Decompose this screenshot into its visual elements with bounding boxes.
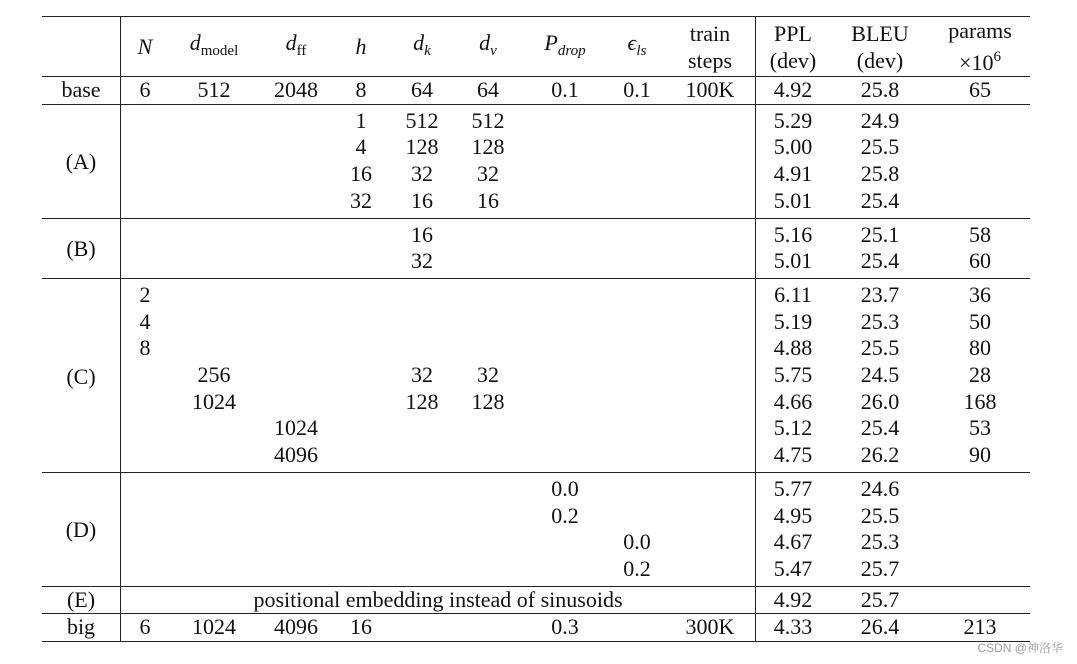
cell-steps xyxy=(665,389,756,416)
cell-params xyxy=(930,472,1030,502)
cell-els xyxy=(609,278,665,308)
cell-pdrop: 0.1 xyxy=(551,77,579,102)
cell-bleu: 24.5 xyxy=(860,362,900,388)
cell-n: 2 xyxy=(121,278,170,308)
cell-n xyxy=(121,415,170,442)
cell-ppl: 5.16 xyxy=(756,218,831,248)
table-row xyxy=(42,556,1030,586)
cell-steps xyxy=(665,556,756,586)
cell-dv: 32 xyxy=(477,362,499,388)
cell-h: 8 xyxy=(355,77,367,102)
cell-bleu: 25.3 xyxy=(860,529,900,555)
cell-steps: 300K xyxy=(665,614,756,642)
cell-n xyxy=(121,529,170,556)
header-dv-base: d xyxy=(479,29,491,55)
cell-steps xyxy=(665,335,756,362)
cell-bleu: 25.3 xyxy=(860,308,900,334)
cell-dk: 128 xyxy=(405,388,439,414)
group-label: big xyxy=(42,614,121,642)
cell-params: 60 xyxy=(969,248,991,274)
cell-dff xyxy=(259,104,333,134)
cell-dv: 512 xyxy=(455,104,521,134)
cell-dv xyxy=(455,278,521,308)
table-row xyxy=(42,161,1030,188)
cell-params: 53 xyxy=(969,415,991,441)
cell-els xyxy=(609,389,665,416)
header-pdrop-base: P xyxy=(544,29,558,55)
cell-dff xyxy=(259,218,333,248)
cell-dv: 128 xyxy=(471,388,505,414)
cell-n xyxy=(121,362,170,389)
cell-bleu: 26.0 xyxy=(860,388,900,414)
cell-pdrop xyxy=(521,556,609,586)
cell-pdrop xyxy=(521,389,609,416)
header-steps-line2: steps xyxy=(688,47,732,73)
cell-steps xyxy=(665,529,756,556)
cell-bleu: 25.7 xyxy=(830,586,930,614)
header-h: h xyxy=(333,17,389,77)
header-steps xyxy=(665,17,756,77)
cell-h: 1 xyxy=(333,104,389,134)
cell-dff xyxy=(259,134,333,161)
cell-ppl: 5.19 xyxy=(773,308,813,334)
cell-els xyxy=(609,442,665,472)
cell-pdrop xyxy=(521,161,609,188)
cell-dk xyxy=(389,415,455,442)
header-dmodel-base: d xyxy=(189,29,201,55)
table-row xyxy=(42,389,1030,416)
header-dk-sub: k xyxy=(424,42,431,59)
cell-dmodel xyxy=(169,248,259,278)
cell-els xyxy=(609,104,665,134)
cell-els xyxy=(609,503,665,530)
cell-ppl: 5.01 xyxy=(773,187,813,213)
cell-dk xyxy=(389,472,455,502)
cell-dk: 32 xyxy=(411,161,433,187)
cell-dmodel: 256 xyxy=(197,362,231,388)
cell-dmodel xyxy=(169,188,259,218)
cell-n: 8 xyxy=(139,335,151,361)
cell-params: 58 xyxy=(930,218,1030,248)
cell-dk: 16 xyxy=(389,218,455,248)
cell-ppl: 4.92 xyxy=(756,586,831,614)
cell-dff xyxy=(259,188,333,218)
cell-els xyxy=(609,362,665,389)
cell-bleu: 26.4 xyxy=(830,614,930,642)
cell-steps xyxy=(665,188,756,218)
cell-bleu: 25.8 xyxy=(860,161,900,187)
cell-els xyxy=(609,161,665,188)
cell-dmodel xyxy=(169,503,259,530)
table-row xyxy=(42,442,1030,472)
cell-els xyxy=(609,248,665,278)
cell-params xyxy=(930,529,1030,556)
cell-els xyxy=(609,472,665,502)
cell-params xyxy=(930,556,1030,586)
table-row xyxy=(42,503,1030,530)
cell-h xyxy=(333,415,389,442)
cell-pdrop xyxy=(521,442,609,472)
cell-h xyxy=(333,278,389,308)
cell-dk xyxy=(389,614,455,642)
cell-dff xyxy=(259,503,333,530)
header-pdrop-sub: drop xyxy=(557,42,586,59)
cell-steps xyxy=(665,415,756,442)
cell-dmodel xyxy=(169,556,259,586)
cell-h xyxy=(333,218,389,248)
cell-dk: 32 xyxy=(411,362,433,388)
cell-dmodel xyxy=(169,278,259,308)
cell-bleu: 25.5 xyxy=(860,335,900,361)
cell-h xyxy=(333,556,389,586)
cell-ppl: 4.75 xyxy=(773,442,813,468)
cell-els xyxy=(609,309,665,336)
cell-ppl: 5.75 xyxy=(773,362,813,388)
header-dff xyxy=(259,17,333,77)
header-els-sub: ls xyxy=(636,42,647,59)
header-params-line1: params xyxy=(948,18,1012,43)
table-row xyxy=(42,614,1030,642)
cell-steps xyxy=(665,472,756,502)
cell-dff: 4096 xyxy=(259,614,333,642)
cell-h xyxy=(333,503,389,530)
cell-dmodel xyxy=(169,134,259,161)
cell-steps xyxy=(665,248,756,278)
cell-dk xyxy=(389,278,455,308)
table-row xyxy=(42,77,1030,105)
cell-params xyxy=(930,161,1030,188)
cell-dk xyxy=(389,309,455,336)
cell-steps xyxy=(665,161,756,188)
table-row xyxy=(42,188,1030,218)
header-pdrop xyxy=(521,17,609,77)
cell-dmodel xyxy=(169,309,259,336)
table-row xyxy=(42,309,1030,336)
cell-bleu: 25.1 xyxy=(830,218,930,248)
cell-bleu: 24.6 xyxy=(830,472,930,502)
cell-pdrop xyxy=(521,362,609,389)
cell-bleu: 24.9 xyxy=(830,104,930,134)
header-params-line2-base: ×10 xyxy=(959,50,994,75)
cell-steps xyxy=(665,442,756,472)
cell-pdrop xyxy=(521,248,609,278)
cell-ppl: 4.95 xyxy=(773,502,813,528)
cell-steps xyxy=(665,362,756,389)
cell-ppl: 6.11 xyxy=(756,278,831,308)
header-dff-sub: ff xyxy=(296,42,307,59)
cell-n xyxy=(121,248,170,278)
cell-dv xyxy=(455,503,521,530)
cell-dv: 16 xyxy=(477,187,499,213)
cell-params xyxy=(930,104,1030,134)
cell-h: 16 xyxy=(350,161,372,187)
cell-params: 28 xyxy=(969,362,991,388)
header-steps-line1: train xyxy=(689,20,731,46)
cell-n xyxy=(121,472,170,502)
cell-dk xyxy=(389,529,455,556)
header-params-line2-sup: 6 xyxy=(993,49,1001,65)
table-header-row xyxy=(42,17,1030,77)
cell-h xyxy=(333,442,389,472)
watermark: CSDN @神洛华 xyxy=(977,641,1063,655)
header-n: N xyxy=(121,17,170,77)
cell-dv xyxy=(455,442,521,472)
cell-h xyxy=(333,309,389,336)
cell-h xyxy=(333,335,389,362)
cell-pdrop xyxy=(521,218,609,248)
cell-h: 4 xyxy=(355,134,367,160)
header-ppl-line2: (dev) xyxy=(769,47,817,73)
cell-h xyxy=(333,389,389,416)
cell-dmodel xyxy=(169,161,259,188)
cell-dmodel: 512 xyxy=(197,77,231,102)
cell-dff xyxy=(259,248,333,278)
cell-dv xyxy=(455,415,521,442)
cell-dk: 128 xyxy=(405,134,439,160)
cell-dff xyxy=(259,278,333,308)
cell-bleu: 25.4 xyxy=(860,415,900,441)
cell-n xyxy=(121,188,170,218)
table-row xyxy=(42,472,1030,502)
cell-n: 6 xyxy=(121,614,170,642)
cell-steps: 100K xyxy=(665,77,756,105)
cell-ppl: 4.91 xyxy=(773,161,813,187)
header-params xyxy=(930,17,1030,77)
header-dk xyxy=(389,17,455,77)
cell-n xyxy=(121,503,170,530)
cell-dv: 128 xyxy=(471,134,505,160)
cell-pdrop xyxy=(521,188,609,218)
cell-bleu: 25.4 xyxy=(860,248,900,274)
cell-params xyxy=(930,503,1030,530)
header-bleu xyxy=(830,17,930,77)
cell-els xyxy=(609,335,665,362)
table-row xyxy=(42,415,1030,442)
cell-dk xyxy=(389,335,455,362)
cell-dmodel xyxy=(169,335,259,362)
cell-dmodel xyxy=(169,415,259,442)
header-dk-base: d xyxy=(413,29,425,55)
cell-ppl: 4.66 xyxy=(773,388,813,414)
cell-params: 50 xyxy=(969,308,991,334)
cell-ppl: 5.12 xyxy=(773,415,813,441)
cell-bleu: 23.7 xyxy=(830,278,930,308)
cell-h: 32 xyxy=(350,187,372,213)
cell-bleu: 25.5 xyxy=(860,502,900,528)
cell-dk: 64 xyxy=(411,77,433,102)
results-table xyxy=(42,16,1030,642)
cell-ppl: 5.01 xyxy=(773,248,813,274)
cell-els: 0.1 xyxy=(623,77,651,102)
cell-dv xyxy=(455,218,521,248)
group-label: (A) xyxy=(42,104,121,218)
cell-params: 36 xyxy=(930,278,1030,308)
cell-dv xyxy=(455,614,521,642)
cell-h xyxy=(333,248,389,278)
cell-n: 6 xyxy=(139,77,151,102)
cell-dff xyxy=(259,362,333,389)
cell-dk xyxy=(389,556,455,586)
cell-els: 0.2 xyxy=(623,555,651,581)
group-label: (C) xyxy=(42,278,121,472)
header-dv-sub: v xyxy=(490,42,497,59)
cell-n: 4 xyxy=(139,308,151,334)
cell-dv xyxy=(455,472,521,502)
cell-n xyxy=(121,556,170,586)
cell-dmodel: 1024 xyxy=(169,614,259,642)
header-dmodel-sub: model xyxy=(200,42,239,59)
cell-params xyxy=(930,134,1030,161)
cell-dv xyxy=(455,335,521,362)
cell-ppl: 4.67 xyxy=(773,529,813,555)
cell-h xyxy=(333,529,389,556)
cell-n xyxy=(121,442,170,472)
header-ppl-line1: PPL xyxy=(774,20,812,46)
header-dmodel xyxy=(169,17,259,77)
cell-dff xyxy=(259,335,333,362)
merged-note: positional embedding instead of sinusoids xyxy=(121,586,756,614)
cell-steps xyxy=(665,309,756,336)
cell-params xyxy=(930,188,1030,218)
cell-dff xyxy=(259,529,333,556)
table-row xyxy=(42,104,1030,134)
cell-dk: 512 xyxy=(389,104,455,134)
header-ppl xyxy=(756,17,831,77)
cell-bleu: 26.2 xyxy=(860,442,900,468)
header-els xyxy=(609,17,665,77)
cell-pdrop: 0.2 xyxy=(551,502,579,528)
cell-dmodel xyxy=(169,218,259,248)
cell-n xyxy=(121,389,170,416)
header-bleu-line1: BLEU xyxy=(851,20,909,46)
cell-pdrop xyxy=(521,335,609,362)
cell-bleu: 25.4 xyxy=(860,187,900,213)
cell-n xyxy=(121,161,170,188)
cell-bleu: 25.7 xyxy=(860,555,900,581)
cell-dff xyxy=(259,472,333,502)
cell-dmodel xyxy=(169,529,259,556)
cell-dmodel xyxy=(169,472,259,502)
header-dv xyxy=(455,17,521,77)
cell-dmodel xyxy=(169,104,259,134)
cell-els xyxy=(609,134,665,161)
cell-params: 168 xyxy=(963,388,997,414)
cell-els xyxy=(609,188,665,218)
cell-ppl: 4.88 xyxy=(773,335,813,361)
cell-dv xyxy=(455,529,521,556)
cell-dv xyxy=(455,248,521,278)
cell-dk xyxy=(389,503,455,530)
cell-pdrop xyxy=(521,415,609,442)
header-dff-base: d xyxy=(285,29,297,55)
cell-ppl: 5.47 xyxy=(773,555,813,581)
cell-n xyxy=(121,104,170,134)
cell-params: 65 xyxy=(969,77,991,102)
group-label: (B) xyxy=(42,218,121,278)
cell-dmodel xyxy=(169,442,259,472)
table-row xyxy=(42,134,1030,161)
cell-steps xyxy=(665,104,756,134)
cell-els xyxy=(609,218,665,248)
table-row xyxy=(42,529,1030,556)
group-label: (D) xyxy=(42,472,121,586)
cell-h xyxy=(333,362,389,389)
cell-els: 0.0 xyxy=(623,529,651,555)
cell-steps xyxy=(665,134,756,161)
cell-steps xyxy=(665,278,756,308)
cell-ppl: 5.77 xyxy=(756,472,831,502)
group-label: base xyxy=(42,77,121,105)
cell-n xyxy=(121,134,170,161)
cell-params: 80 xyxy=(969,335,991,361)
cell-n xyxy=(121,218,170,248)
cell-dff xyxy=(259,389,333,416)
cell-pdrop xyxy=(521,134,609,161)
group-label: (E) xyxy=(42,586,121,614)
header-label xyxy=(42,17,121,77)
cell-params: 90 xyxy=(969,442,991,468)
cell-dff: 1024 xyxy=(274,415,318,441)
cell-params: 213 xyxy=(930,614,1030,642)
table-row xyxy=(42,218,1030,248)
table-row xyxy=(42,248,1030,278)
cell-dff: 4096 xyxy=(274,442,318,468)
cell-pdrop: 0.3 xyxy=(521,614,609,642)
cell-els xyxy=(609,415,665,442)
cell-dff xyxy=(259,556,333,586)
table-row xyxy=(42,362,1030,389)
cell-params xyxy=(930,586,1030,614)
cell-dmodel: 1024 xyxy=(192,388,236,414)
table-row xyxy=(42,335,1030,362)
cell-pdrop xyxy=(521,278,609,308)
header-bleu-line2: (dev) xyxy=(856,47,904,73)
cell-h: 16 xyxy=(333,614,389,642)
cell-pdrop xyxy=(521,529,609,556)
cell-ppl: 5.29 xyxy=(756,104,831,134)
cell-pdrop xyxy=(521,309,609,336)
cell-pdrop: 0.0 xyxy=(521,472,609,502)
cell-dv xyxy=(455,309,521,336)
cell-bleu: 25.5 xyxy=(860,134,900,160)
cell-dv: 64 xyxy=(477,77,499,102)
cell-dv: 32 xyxy=(477,161,499,187)
cell-dk: 16 xyxy=(411,187,433,213)
table-row xyxy=(42,278,1030,308)
table-row xyxy=(42,586,1030,614)
cell-dff xyxy=(259,161,333,188)
cell-bleu: 25.8 xyxy=(860,77,900,102)
cell-els xyxy=(609,614,665,642)
cell-dk: 32 xyxy=(411,248,433,274)
cell-dff xyxy=(259,309,333,336)
cell-h xyxy=(333,472,389,502)
cell-ppl: 4.92 xyxy=(773,77,813,102)
cell-dv xyxy=(455,556,521,586)
cell-ppl: 4.33 xyxy=(756,614,831,642)
cell-steps xyxy=(665,503,756,530)
cell-ppl: 5.00 xyxy=(773,134,813,160)
header-els-base: ϵ xyxy=(627,29,637,55)
cell-dff: 2048 xyxy=(274,77,318,102)
cell-pdrop xyxy=(521,104,609,134)
cell-dk xyxy=(389,442,455,472)
cell-steps xyxy=(665,218,756,248)
